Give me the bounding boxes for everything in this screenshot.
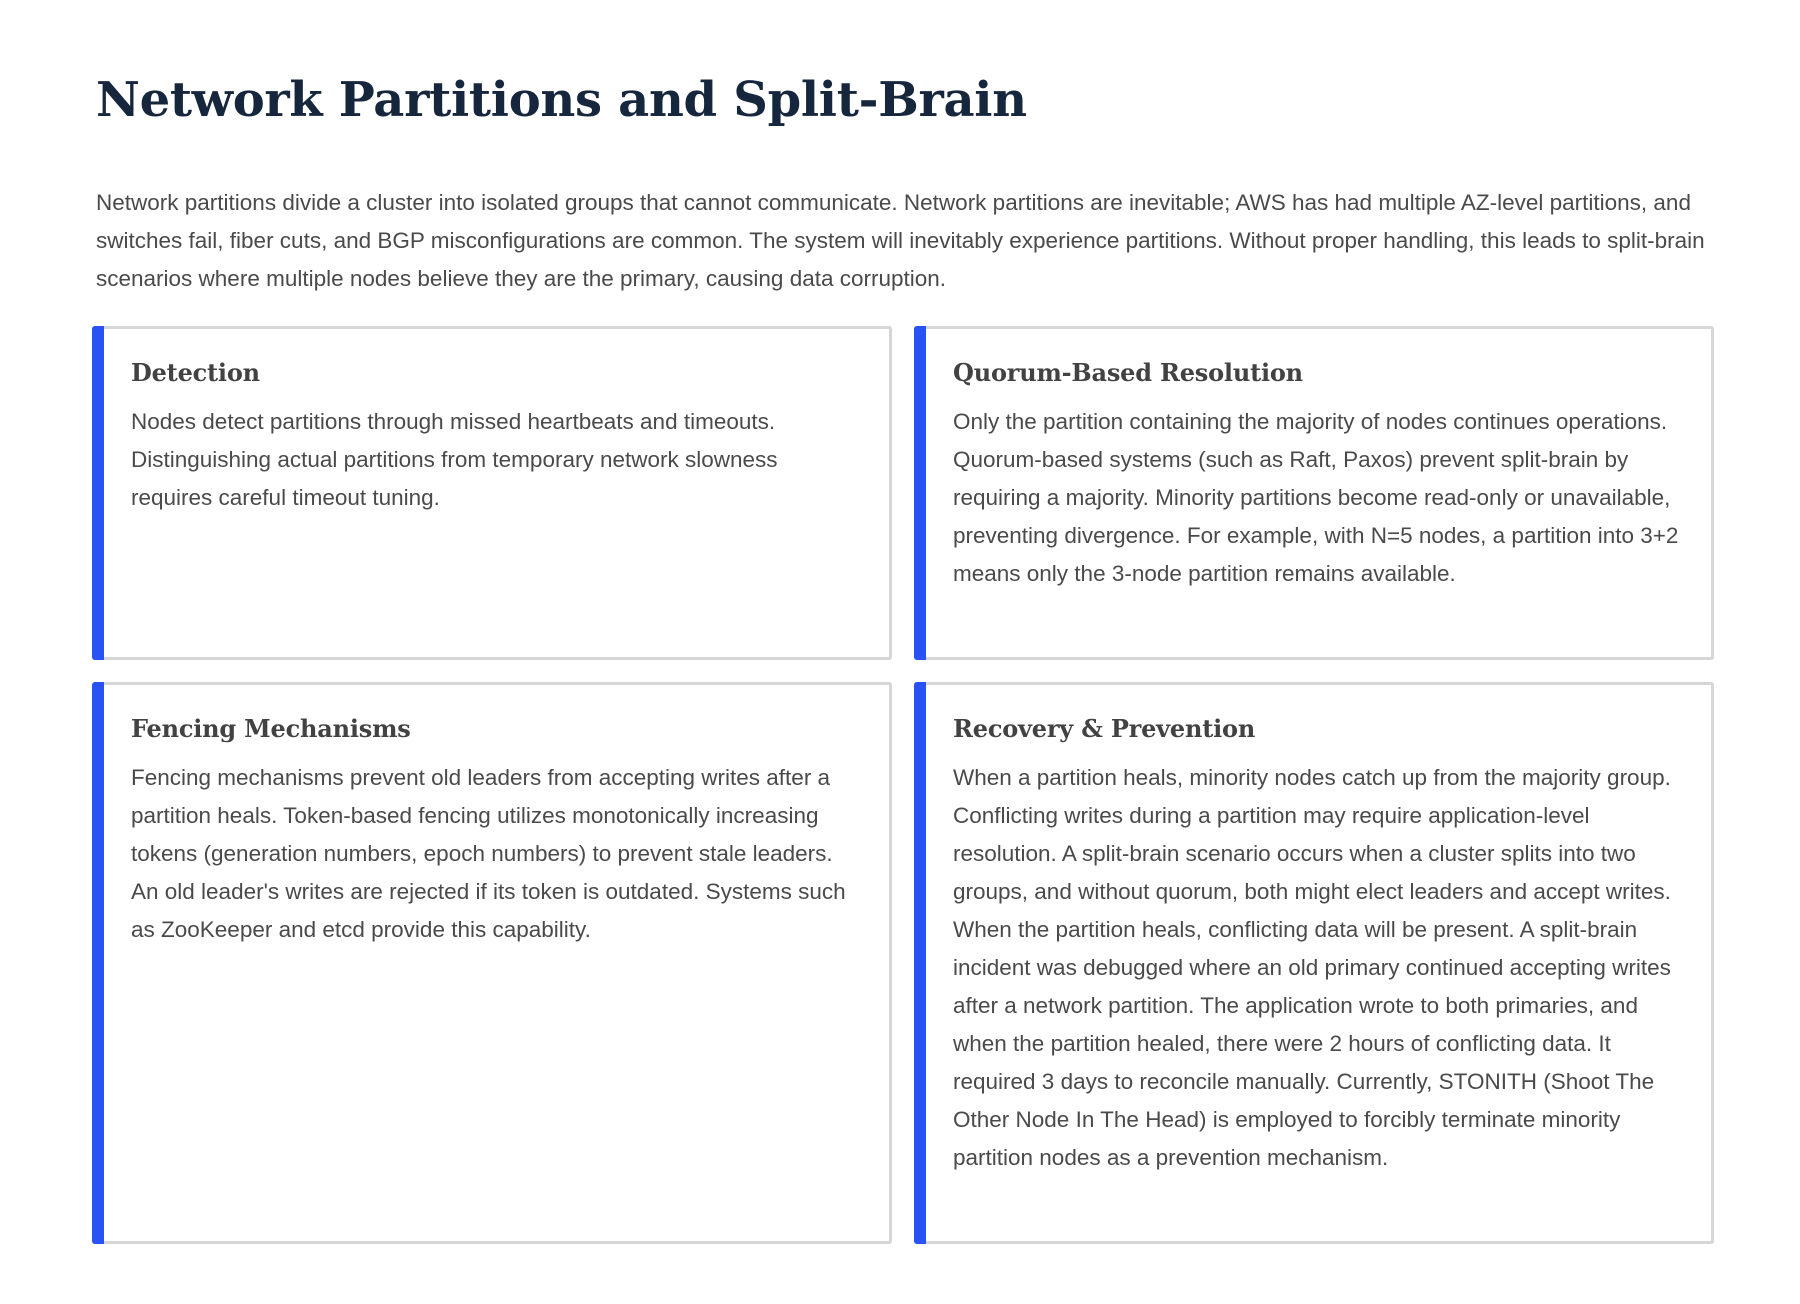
card-accent-bar <box>914 326 926 660</box>
card-body: When a partition heals, minority nodes catch up from the majority group. Conflicting writes during a partition may require application-level resolution. A split-brain scenario occurs when a cluster splits into two groups, and without quorum, both might elect leaders and accept writes. When the partition heals, conflicting data will be present. A split-brain incident was debugged where an old primary continued accepting writes after a network partition. The application wrote to both primaries, and when the partition healed, there were 2 hours of conflicting data. It required 3 days to reconcile manually. Currently, STONITH (Shoot The Other Node In The Head) is employed to forcibly terminate minority partition nodes as a prevention mechanism. <box>953 765 1671 1170</box>
card-recovery-prevention <box>914 682 1714 1244</box>
card-body: Only the partition containing the majority of nodes continues operations. Quorum-based systems (such as Raft, Paxos) prevent split-brain by requiring a majority. Minority partitions become read-only or unavailable, preventing divergence. For example, with N=5 nodes, a partition into 3+2 means only the 3-node partition remains available. <box>953 409 1679 586</box>
intro-paragraph: Network partitions divide a cluster into isolated groups that cannot communicate. Network partitions are inevitable; AWS has had multiple AZ-level partitions, and switches fail, fiber cuts, and BGP misconfigurations are common. The system will inevitably experience partitions. Without proper handling, this leads to split-brain scenarios where multiple nodes believe they are the primary, causing data corruption. <box>96 190 1705 291</box>
card-title: Recovery & Prevention <box>953 714 1256 743</box>
page-title: Network Partitions and Split-Brain <box>96 72 1027 128</box>
card-accent-bar <box>92 326 104 660</box>
card-title: Fencing Mechanisms <box>131 714 411 743</box>
card-quorum-based-resolution <box>914 326 1714 660</box>
card-detection <box>92 326 892 660</box>
card-fencing-mechanisms <box>92 682 892 1244</box>
card-accent-bar <box>914 682 926 1244</box>
card-accent-bar <box>92 682 104 1244</box>
card-title: Detection <box>131 358 260 387</box>
card-body: Fencing mechanisms prevent old leaders from accepting writes after a partition heals. Token-based fencing utilizes monotonically increasing tokens (generation numbers, epoch numbers) to prevent stale leaders. An old leader's writes are rejected if its token is outdated. Systems such as ZooKeeper and etcd provide this capability. <box>131 765 846 942</box>
card-title: Quorum-Based Resolution <box>953 358 1303 387</box>
card-body: Nodes detect partitions through missed heartbeats and timeouts. Distinguishing actual partitions from temporary network slowness requires careful timeout tuning. <box>131 409 778 510</box>
cards-grid <box>92 326 1715 1244</box>
